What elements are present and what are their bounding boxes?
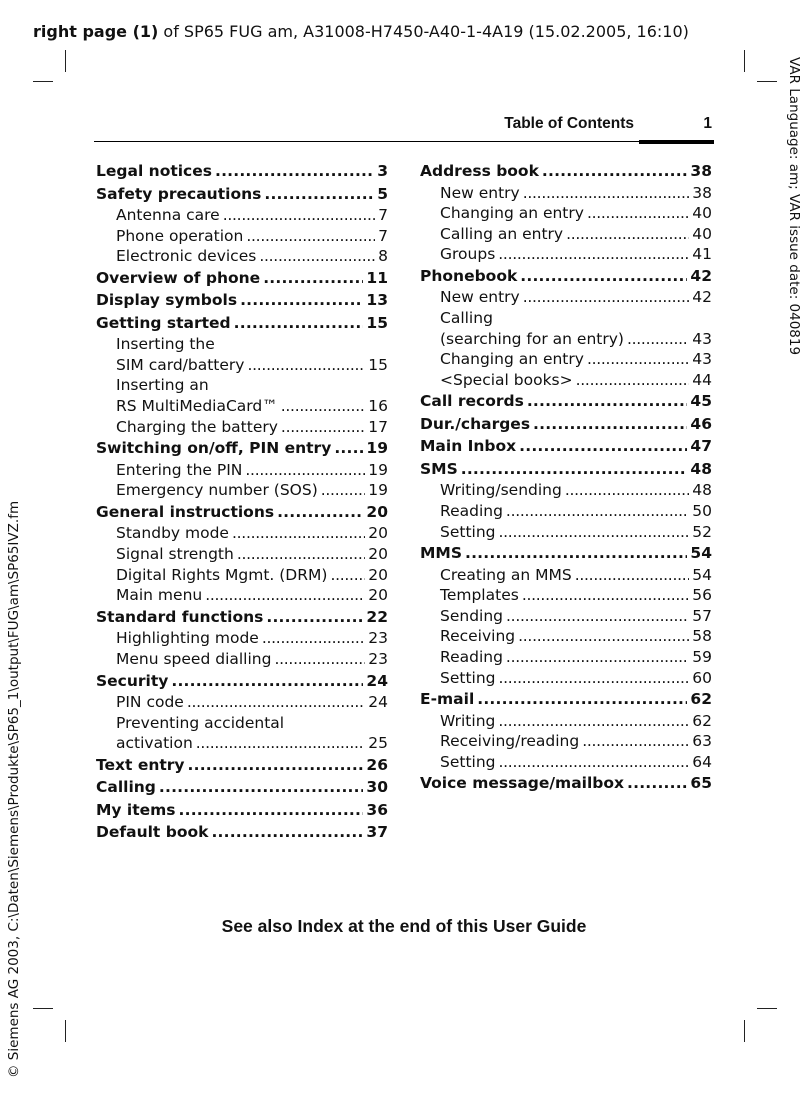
page-title: Table of Contents xyxy=(504,115,634,132)
toc-leader-dots xyxy=(527,390,688,413)
toc-entry-page: 3 xyxy=(377,162,388,180)
see-also-note: See also Index at the end of this User Guide xyxy=(221,916,587,936)
toc-entry[interactable] xyxy=(420,480,712,501)
toc-entry[interactable] xyxy=(96,799,388,822)
toc-entry[interactable] xyxy=(420,626,712,647)
toc-entry-title: Menu speed dialling xyxy=(116,649,272,668)
toc-leader-dots xyxy=(211,821,363,844)
toc-entry-title: E-mail xyxy=(420,690,475,709)
toc-entry[interactable] xyxy=(420,349,712,370)
toc-entry-page: 13 xyxy=(366,291,388,310)
toc-leader-dots xyxy=(274,649,365,670)
toc-entry-page: 41 xyxy=(692,245,712,264)
toc-entry-page: 42 xyxy=(690,266,712,285)
crop-mark-top-left-v xyxy=(65,50,66,72)
toc-entry-title: Text entry xyxy=(96,755,185,774)
toc-entry-page: 48 xyxy=(692,481,712,500)
toc-entry-title: Standard functions xyxy=(96,607,264,626)
toc-entry[interactable] xyxy=(96,585,388,606)
toc-entry-title: Antenna care xyxy=(116,206,220,224)
crop-mark-top-left-h xyxy=(33,81,53,82)
toc-entry-title: Overview of phone xyxy=(96,268,261,287)
toc-entry-title: Changing an entry xyxy=(440,350,584,369)
toc-entry[interactable] xyxy=(96,776,388,799)
toc-leader-dots xyxy=(223,205,375,226)
toc-entry-title: Setting xyxy=(440,668,496,687)
toc-entry-title: Setting xyxy=(440,522,496,541)
toc-entry-page: 37 xyxy=(366,823,388,842)
toc-entry[interactable] xyxy=(96,437,388,460)
toc-entry-page: 15 xyxy=(368,355,388,374)
header-rule xyxy=(94,141,714,142)
toc-leader-dots xyxy=(240,289,363,312)
toc-entry-page: 40 xyxy=(692,204,712,223)
toc-leader-dots xyxy=(232,523,365,544)
toc-entry[interactable] xyxy=(420,287,712,308)
toc-entry-page: 50 xyxy=(692,501,712,520)
toc-entry-title: Charging the battery xyxy=(116,417,278,436)
toc-leader-dots xyxy=(187,692,365,713)
toc-entry-title: Electronic devices xyxy=(116,247,257,266)
toc-entry-title: Receiving/reading xyxy=(440,732,580,751)
toc-entry-title: Calling xyxy=(96,778,156,797)
page-number: 1 xyxy=(703,115,712,132)
toc-leader-dots xyxy=(465,542,687,565)
toc-leader-dots xyxy=(266,606,363,629)
toc-entry[interactable] xyxy=(96,480,388,501)
toc-entry-title: <Special books> xyxy=(440,370,573,389)
toc-leader-dots xyxy=(587,203,689,224)
side-note-language: VAR Language: am; VAR issue date: 040819 xyxy=(786,57,802,356)
toc-leader-dots xyxy=(188,754,364,777)
toc-entry-page: 54 xyxy=(690,544,712,563)
toc-entry-title: Writing xyxy=(440,711,496,730)
toc-entry[interactable] xyxy=(96,396,388,417)
toc-entry-page: 43 xyxy=(692,329,712,348)
toc-entry-title: Main menu xyxy=(116,586,203,605)
toc-entry-page: 57 xyxy=(692,606,712,625)
toc-entry-page: 24 xyxy=(368,693,388,711)
toc-leader-dots xyxy=(506,606,689,627)
toc-entry-page: 63 xyxy=(692,732,712,751)
toc-entry-title: Receiving xyxy=(440,627,516,646)
toc-entry-page: 38 xyxy=(690,162,712,180)
toc-entry-page: 5 xyxy=(377,184,388,203)
toc-leader-dots xyxy=(259,246,375,267)
toc-entry-title: Reading xyxy=(440,501,503,520)
crop-mark-bottom-left-h xyxy=(33,1008,53,1009)
toc-entry[interactable] xyxy=(420,501,712,522)
toc-entry-title: Address book xyxy=(420,162,539,180)
toc-entry-page: 23 xyxy=(368,629,388,648)
toc-entry-page: 62 xyxy=(690,690,712,709)
toc-leader-dots xyxy=(179,799,364,822)
toc-entry-page: 11 xyxy=(366,268,388,287)
toc-entry[interactable] xyxy=(96,649,388,670)
toc-entry-page: 43 xyxy=(692,350,712,369)
toc-entry[interactable] xyxy=(420,308,712,329)
toc-entry-title: Signal strength xyxy=(116,545,234,564)
toc-entry-page: 19 xyxy=(366,439,388,458)
toc-entry[interactable] xyxy=(96,713,388,734)
toc-entry[interactable] xyxy=(420,565,712,586)
crop-mark-top-right-h xyxy=(757,81,777,82)
toc-leader-dots xyxy=(246,226,375,247)
toc-leader-dots xyxy=(277,501,363,524)
toc-entry[interactable] xyxy=(96,289,388,312)
toc-entry[interactable] xyxy=(420,329,712,350)
toc-entry[interactable] xyxy=(420,752,712,773)
job-header-rest: of SP65 FUG am, A31008-H7450-A40-1-4A19 (15.02.2005, 16:10) xyxy=(158,22,689,41)
toc-entry-page: 19 xyxy=(368,460,388,479)
toc-entry-title: Phone operation xyxy=(116,226,244,245)
job-header-bold: right page (1) xyxy=(33,22,159,41)
toc-entry[interactable] xyxy=(96,334,388,355)
toc-entry-page: 62 xyxy=(692,711,712,730)
header-rule-accent xyxy=(639,140,714,144)
toc-entry-page: 47 xyxy=(690,437,712,456)
toc-entry[interactable] xyxy=(420,542,712,565)
toc-entry-page: 20 xyxy=(368,524,388,543)
toc-entry-title: Security xyxy=(96,671,169,690)
toc-entry[interactable] xyxy=(420,203,712,224)
crop-mark-top-right-v xyxy=(744,50,745,72)
toc-entry-title: Groups xyxy=(440,245,496,264)
toc-leader-dots xyxy=(565,480,689,501)
toc-entry[interactable] xyxy=(96,312,388,335)
toc-leader-dots xyxy=(330,565,365,586)
toc-entry-title: SIM card/battery xyxy=(116,355,245,374)
toc-entry-page: 20 xyxy=(366,502,388,521)
toc-leader-dots xyxy=(196,733,365,754)
toc-entry-title: MMS xyxy=(420,544,463,563)
toc-leader-dots xyxy=(263,267,363,290)
toc-entry[interactable] xyxy=(420,668,712,689)
toc-entry-page: 52 xyxy=(692,522,712,541)
toc-entry-title: Safety precautions xyxy=(96,184,262,203)
toc-entry[interactable] xyxy=(96,205,388,226)
toc-entry-title: Emergency number (SOS) xyxy=(116,481,318,500)
toc-entry[interactable] xyxy=(96,606,388,629)
toc-entry[interactable] xyxy=(96,417,388,438)
toc-leader-dots xyxy=(587,349,689,370)
toc-entry-page: 16 xyxy=(368,397,388,416)
toc-entry-title: Switching on/off, PIN entry xyxy=(96,439,332,458)
toc-leader-dots xyxy=(506,501,689,522)
toc-entry-title: New entry xyxy=(440,183,520,202)
toc-entry-title: Display symbols xyxy=(96,291,238,310)
toc-entry-page: 60 xyxy=(692,668,712,687)
toc-entry-title: Writing/sending xyxy=(440,481,562,500)
toc-entry[interactable] xyxy=(96,460,388,481)
toc-entry[interactable] xyxy=(96,246,388,267)
toc-entry-page: 17 xyxy=(368,417,388,436)
toc-entry-title: Legal notices xyxy=(96,162,212,180)
toc-leader-dots xyxy=(520,265,687,288)
toc-entry-title: Sending xyxy=(440,606,504,625)
toc-entry-page: 46 xyxy=(690,414,712,433)
print-job-header xyxy=(33,22,689,41)
toc-entry[interactable] xyxy=(96,183,388,206)
toc-leader-dots xyxy=(499,668,690,689)
toc-entry-page: 38 xyxy=(692,183,712,202)
toc-leader-dots xyxy=(205,585,365,606)
toc-leader-dots xyxy=(321,480,366,501)
toc-entry-page: 20 xyxy=(368,586,388,605)
toc-leader-dots xyxy=(498,711,689,732)
toc-leader-dots xyxy=(234,312,364,335)
toc-entry[interactable] xyxy=(96,821,388,844)
toc-entry-page: 26 xyxy=(366,755,388,774)
toc-entry[interactable] xyxy=(420,435,712,458)
toc-leader-dots xyxy=(264,183,374,206)
crop-mark-bottom-right-h xyxy=(757,1008,777,1009)
toc-entry[interactable] xyxy=(96,375,388,396)
toc-leader-dots xyxy=(171,670,363,693)
toc-leader-dots xyxy=(499,522,690,543)
toc-entry[interactable] xyxy=(96,733,388,754)
toc-leader-dots xyxy=(518,626,689,647)
toc-entry[interactable] xyxy=(420,731,712,752)
toc-entry[interactable] xyxy=(420,647,712,668)
toc-entry-page: 45 xyxy=(690,392,712,411)
toc-entry-title: PIN code xyxy=(116,693,184,711)
toc-leader-dots xyxy=(566,224,689,245)
toc-entry-page: 40 xyxy=(692,224,712,243)
toc-entry[interactable] xyxy=(96,523,388,544)
toc-entry-page: 20 xyxy=(368,565,388,584)
toc-leader-dots xyxy=(627,772,687,795)
toc-entry[interactable] xyxy=(420,688,712,711)
toc-entry-title: Standby mode xyxy=(116,524,229,543)
toc-entry-title: (searching for an entry) xyxy=(440,329,624,348)
toc-leader-dots xyxy=(477,688,687,711)
toc-entry[interactable] xyxy=(420,606,712,627)
toc-entry-title: Getting started xyxy=(96,313,231,332)
toc-entry-title: Dur./charges xyxy=(420,414,531,433)
toc-entry-title: Inserting an xyxy=(116,376,209,395)
page-header xyxy=(94,112,714,142)
toc-entry-page: 24 xyxy=(366,671,388,690)
toc-entry[interactable] xyxy=(420,370,712,391)
toc-leader-dots xyxy=(245,460,365,481)
toc-entry-page: 7 xyxy=(378,206,388,224)
toc-entry[interactable] xyxy=(96,628,388,649)
toc-entry[interactable] xyxy=(420,711,712,732)
toc-leader-dots xyxy=(237,544,365,565)
toc-entry-title: Calling xyxy=(440,308,493,327)
toc-entry-title: Setting xyxy=(440,752,496,771)
toc-leader-dots xyxy=(281,417,365,438)
toc-entry[interactable] xyxy=(96,544,388,565)
side-note-copyright-path: © Siemens AG 2003, C:\Daten\Siemens\Produkte\SP65_1\output\FUG\am\SP65IVZ.fm xyxy=(6,500,22,1078)
toc-entry-title: New entry xyxy=(440,288,520,307)
toc-entry-title: Calling an entry xyxy=(440,224,564,243)
toc-leader-dots xyxy=(627,329,689,350)
toc-entry-title: Reading xyxy=(440,648,503,666)
crop-mark-bottom-left-v xyxy=(65,1020,66,1042)
toc-leader-dots xyxy=(159,776,364,799)
toc-entry-title: Inserting the xyxy=(116,335,215,354)
toc-leader-dots xyxy=(334,437,363,460)
toc-entry[interactable] xyxy=(96,565,388,586)
toc-entry-title: Call records xyxy=(420,392,524,411)
toc-entry-page: 42 xyxy=(692,288,712,307)
toc-entry-title: Main Inbox xyxy=(420,437,517,456)
crop-mark-bottom-right-v xyxy=(744,1020,745,1042)
toc-leader-dots xyxy=(575,565,690,586)
toc-entry[interactable] xyxy=(96,355,388,376)
toc-entry[interactable] xyxy=(420,413,712,436)
toc-leader-dots xyxy=(247,355,365,376)
toc-entry-title: SMS xyxy=(420,459,458,478)
toc-entry-page: 25 xyxy=(368,734,388,753)
toc-entry-page: 56 xyxy=(692,586,712,605)
toc-entry-page: 7 xyxy=(378,226,388,245)
toc-leader-dots xyxy=(215,160,374,183)
toc-leader-dots xyxy=(262,628,365,649)
toc-entry-page: 22 xyxy=(366,607,388,626)
toc-entry-title: activation xyxy=(116,734,193,753)
toc-entry[interactable] xyxy=(420,522,712,543)
toc-leader-dots xyxy=(576,370,690,391)
toc-entry-title: Phonebook xyxy=(420,266,518,285)
toc-entry-page: 8 xyxy=(378,247,388,266)
toc-leader-dots xyxy=(542,160,688,183)
toc-entry-title: Digital Rights Mgmt. (DRM) xyxy=(116,565,328,584)
toc-entry-title: Creating an MMS xyxy=(440,565,572,584)
toc-leader-dots xyxy=(281,396,366,417)
toc-column-left xyxy=(96,160,388,844)
toc-entry-title: General instructions xyxy=(96,502,275,521)
toc-entry-title: Entering the PIN xyxy=(116,460,243,479)
toc-entry-title: Changing an entry xyxy=(440,204,584,223)
toc-entry-page: 64 xyxy=(692,752,712,771)
toc-entry[interactable] xyxy=(96,692,388,713)
toc-column-right xyxy=(420,160,712,795)
toc-leader-dots xyxy=(498,244,689,265)
toc-entry[interactable] xyxy=(96,226,388,247)
toc-entry[interactable] xyxy=(420,160,712,183)
toc-entry-page: 20 xyxy=(368,545,388,564)
toc-leader-dots xyxy=(519,435,687,458)
toc-entry[interactable] xyxy=(96,267,388,290)
toc-entry-page: 44 xyxy=(692,370,712,389)
toc-entry-title: My items xyxy=(96,800,176,819)
toc-entry-page: 59 xyxy=(692,648,712,666)
toc-entry[interactable] xyxy=(420,458,712,481)
toc-entry[interactable] xyxy=(420,183,712,204)
toc-entry[interactable] xyxy=(420,244,712,265)
toc-leader-dots xyxy=(522,585,689,606)
toc-entry-page: 30 xyxy=(366,778,388,797)
toc-entry-title: Voice message/mailbox xyxy=(420,774,625,793)
toc-entry-page: 23 xyxy=(368,649,388,668)
toc-entry-page: 48 xyxy=(690,459,712,478)
toc-entry-title: Highlighting mode xyxy=(116,629,259,648)
toc-entry-page: 36 xyxy=(366,800,388,819)
toc-leader-dots xyxy=(582,731,689,752)
toc-entry[interactable] xyxy=(96,160,388,183)
toc-entry-title: RS MultiMediaCard™ xyxy=(116,397,278,416)
toc-entry-title: Templates xyxy=(440,586,519,605)
toc-entry-page: 65 xyxy=(690,774,712,793)
toc-entry[interactable] xyxy=(420,585,712,606)
toc-entry[interactable] xyxy=(96,754,388,777)
toc-leader-dots xyxy=(523,287,690,308)
toc-entry-page: 54 xyxy=(692,565,712,584)
toc-entry[interactable] xyxy=(420,772,712,795)
toc-entry-page: 19 xyxy=(368,481,388,500)
toc-entry[interactable] xyxy=(420,390,712,413)
toc-entry-page: 58 xyxy=(692,627,712,646)
toc-entry[interactable] xyxy=(420,265,712,288)
toc-entry-page: 15 xyxy=(366,313,388,332)
toc-entry-title: Preventing accidental xyxy=(116,713,285,732)
toc-entry[interactable] xyxy=(96,670,388,693)
toc-leader-dots xyxy=(523,183,690,204)
toc-leader-dots xyxy=(499,752,690,773)
toc-entry[interactable] xyxy=(96,501,388,524)
toc-leader-dots xyxy=(506,647,689,668)
toc-leader-dots xyxy=(461,458,688,481)
toc-leader-dots xyxy=(533,413,687,436)
toc-entry[interactable] xyxy=(420,224,712,245)
toc-entry-title: Default book xyxy=(96,823,209,842)
